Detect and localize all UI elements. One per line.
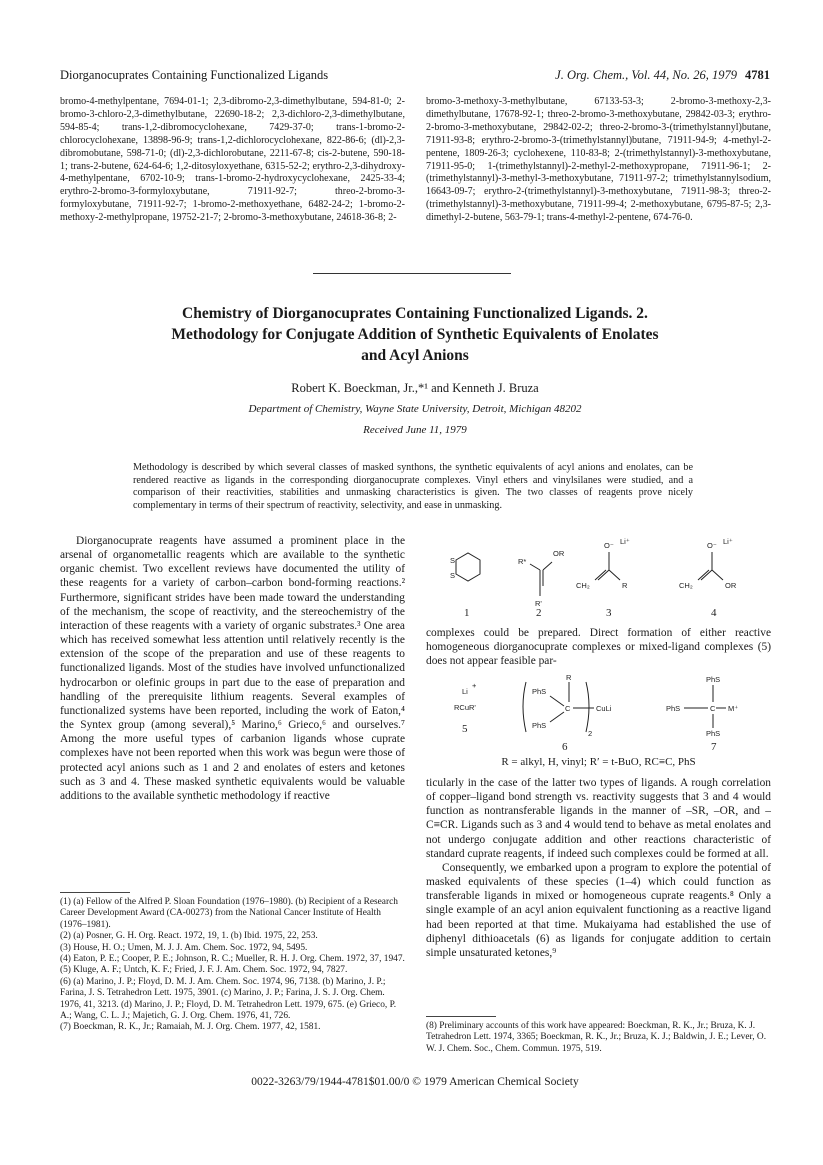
structure-5 [454,681,477,735]
right-body-text-2: ticularly in the case of the latter two types of ligands. A rough correlation of copper–ligand bond strength vs. reactivity suggests that 3 and 4 would function as nontransferable ligands in the manner of –SR, –OR, and –C≡CR. Ligands such as 3 and 4 would tend to behave as metal enolates and not undergo conjugate addition and other reactions characteristic of standard cuprate reagents, if indeed such complexes could be formed at all. Consequently, we embarked upon a program to explore the potential of masked equivalents of these species (1–4) which could function as transferable ligands in mixed or homogeneous cuprate reagents.⁸ Only a single example of an acyl anion equivalent functioning as a reactive ligand had been reported at that time. Mukaiyama had established the use of diphenyl dithioacetals (6) as ligands for conjugate addition to certain simple unsaturated ketones,⁹ [426,777,771,959]
label-7: 7 [711,741,717,752]
article-title: Chemistry of Diorganocuprates Containing Functionalized Ligands. 2. Methodology for Conjugate Addition of Synthetic Equivalents of Enolates and Acyl Anions [171,305,659,364]
svg-text:O⁻: O⁻ [604,541,614,550]
structures-1-4 [426,530,771,622]
affiliation: Department of Chemistry, Wayne State University, Detroit, Michigan 48202 [248,403,582,415]
top-left-registry-text: bromo-4-methylpentane, 7694-01-1; 2,3-dibromo-2,3-dimethylbutane, 594-81-0; 2-bromo-3-chloro-2,3-dimethylbutane, 22690-18-2; 2,3-dichloro-2,3-dimethylbutane, 594-85-4; trans-1,2-dibromocyclohexane, 7429-37-0; trans-1-bromo-2-chlorocyclohexane, 13898-96-9; trans-1,2-dichlorocyclohexane, 822-86-6; (dl)-2,3-dibromobutane, 598-71-0; (dl)-2,3-dichlorobutane, 2211-67-8; cis-2-butene, 590-18-1; trans-2-butene, 624-64-6; 1,2-ditosyloxyethane, 6315-52-2; erythro-2,3-dihydroxy-4-methylpentane, 6702-10-9; trans-1-bromo-2-hydroxycyclohexane, 2425-33-4; erythro-2-bromo-3-formyloxybutane, 71911-92-7; threo-2-bromo-3-formyloxybutane, 71911-92-7; 1-bromo-2-methoxyethane, 6482-24-2; 1-bromo-2-methoxy-2-methylpropane, 19752-21-7; 2-bromo-3-methoxybutane, 24618-36-8; 2- [60,96,405,224]
svg-text:R: R [622,581,628,590]
label-2: 2 [536,607,542,619]
structure-1 [450,553,480,581]
svg-text:RCuR': RCuR' [454,703,476,712]
svg-text:R*: R* [518,557,527,566]
label-4: 4 [711,607,717,619]
svg-text:PhS: PhS [706,729,721,738]
svg-text:Li⁺: Li⁺ [620,537,630,546]
svg-text:R: R [566,673,572,682]
structure-7 [666,675,738,752]
structure-6 [523,673,612,752]
svg-text:R': R' [535,599,542,608]
svg-text:PhS: PhS [666,704,681,713]
structure-4 [679,537,737,590]
svg-text:CH₂: CH₂ [576,581,590,590]
left-body-text: Diorganocuprate reagents have assumed a prominent place in the arsenal of organometallic reagents which are available to the synthetic organic chemist. Two excellent reviews have documented the utility of these reagents for a variety of carbon–carbon bond-forming reactions.² Furthermore, significant strides have been made toward the understanding of the mechanism, the scope of reactivity, and the stereochemistry of the interaction of these reagents with a variety of organic substrates.³ One area which has received somewhat less attention until relatively recently is the extension of the scope of the preparation and use of these reagents to functionalized ligands. Most of the studies have involved unfunctionalized hydrocarbon or olefinic groups in part due to the ease of preparation and handling of the prerequisite lithium reagents. Several examples of functionalized systems have been reported, including the work of Eaton,⁴ the Syntex group (among several),⁵ Marino,⁶ Grieco,⁶ and ourselves.⁷ Among the more useful types of carbanion ligands whose cuprate complexes have not been reported when this work was begun were those of protected acyl anions such as 1 and 2 and enolates of esters and ketones such as 3 and 4. These masked synthetic equivalents would be valuable additions to the available synthetic methodology if reactive [60,535,405,802]
copyright-footer: 0022-3263/79/1944-4781$01.00/0 © 1979 American Chemical Society [251,1076,579,1088]
svg-text:S: S [450,571,456,580]
label-1: 1 [464,607,470,619]
right-body-text-1: complexes could be prepared. Direct formation of either reactive homogeneous diorganocuprate complexes or mixed-ligand complexes (5) does not appear feasible par- [426,627,771,668]
svg-text:Li: Li [462,687,468,696]
top-right-registry-text: bromo-3-methoxy-3-methylbutane, 67133-53-3; 2-bromo-3-methoxy-2,3-dimethylbutane, 17678-92-1; threo-2-bromo-3-methoxybutane, 29842-03-3; erythro-2-bromo-3-methoxybutane, 29842-02-2; threo-2-bromo-3-(trimethylstannyl)butane, 71911-93-8; erythro-2-bromo-3-(trimethylstannyl)butane, 71911-94-9; 4-methyl-2-pentene, 1809-26-3; cyclohexene, 110-83-8; 2-(trimethylstannyl)-3-methoxybutane, 71911-95-0; 1-(trimethylstannyl)-2-methyl-2-methoxypropane, 71911-96-1; 2-(trimethylstannyl)-3-methyl-3-methoxybutane, 71911-97-2; trimethylstannylsodium, 16643-09-7; erythro-2-(trimethylstannyl)-3-methoxybutane, 71911-98-3; threo-2-(trimethylstannyl)-3-methoxybutane, 71911-99-4; 2-methoxybutane, 6795-87-5; 2,3-dimethyl-2-butene, 563-79-1; trans-4-methyl-2-pentene, 674-76-0. [426,96,771,224]
svg-text:CH₂: CH₂ [679,581,693,590]
svg-text:C: C [710,704,716,713]
svg-text:OR: OR [553,549,565,558]
structure-3 [576,537,630,590]
label-5: 5 [462,723,468,735]
svg-text:PhS: PhS [706,675,721,684]
running-header-journal [470,68,770,83]
r-definition: R = alkyl, H, vinyl; R′ = t-BuO, RC≡C, PhS [501,756,696,768]
page-number: 4781 [745,68,770,82]
svg-text:O⁻: O⁻ [707,541,717,550]
structures-5-7 [426,670,771,752]
structure-2 [518,549,565,608]
section-divider [313,273,511,274]
received-date: Received June 11, 1979 [363,424,467,436]
authors: Robert K. Boeckman, Jr.,*¹ and Kenneth J. Bruza [291,381,539,395]
svg-text:Li⁺: Li⁺ [723,537,733,546]
svg-text:M⁺: M⁺ [728,704,739,713]
left-footnotes: (1) (a) Fellow of the Alfred P. Sloan Foundation (1976–1980). (b) Recipient of a Research Career Development Award (CA-00273) from the National Cancer Institute of Health (1976–1981). (2) (a) Posner, G. H. Org. React. 1972, 19, 1. (b) Ibid. 1975, 22, 253. (3) House, H. O.; Umen, M. J. J. Am. Chem. Soc. 1972, 94, 5495. (4) Eaton, P. E.; Cooper, P. E.; Johnson, R. C.; Mueller, R. H. J. Org. Chem. 1972, 37, 1947. (5) Kluge, A. F.; Untch, K. F.; Fried, J. F. J. Am. Chem. Soc. 1972, 94, 7827. (6) (a) Marino, J. P.; Floyd, D. M. J. Am. Chem. Soc. 1974, 96, 7138. (b) Marino, J. P.; Farina, J. S. Tetrahedron Lett. 1975, 3901. (c) Marino, J. P.; Farina, J. S. J. Org. Chem. 1976, 41, 3213. (d) Marino, J. P.; Floyd, D. M. Tetrahedron Lett. 1979, 675. (e) Grieco, P. A.; Wang, C. L. J.; Majetich, G. J. Org. Chem. 1976, 41, 726. (7) Boeckman, R. K., Jr.; Ramaiah, M. J. Org. Chem. 1977, 42, 1581. [60,897,405,1033]
svg-text:OR: OR [725,581,737,590]
journal-citation: J. Org. Chem., Vol. 44, No. 26, 1979 [555,68,737,82]
svg-text:PhS: PhS [532,721,547,730]
abstract: Methodology is described by which several classes of masked synthons, the synthetic equivalents of acyl anions and enolates, can be rendered reactive as ligands in the corresponding diorganocuprate complexes. Vinyl ethers and vinylsilanes were studied, and a comparison of their reactivities, stabilities and unmasking characteristics is given. The two classes of reagents prove nicely complementary in terms of their spectrum of reactivity, selectivity, and ease in unmasking. [133,462,693,511]
svg-text:+: + [472,681,477,690]
svg-text:PhS: PhS [532,687,547,696]
right-footnote: (8) Preliminary accounts of this work have appeared: Boeckman, R. K., Jr.; Bruza, K. J. Tetrahedron Lett. 1974, 3365; Boeckman, R. K., Jr.; Bruza, K. J.; Baldwin, J. E.; Lever, O. W. J. Chem. Soc., Chem. Commun. 1975, 519. [426,1021,767,1054]
label-6: 6 [562,741,568,752]
svg-text:2: 2 [588,729,593,738]
footnote-rule-right [426,1016,496,1017]
svg-text:C: C [565,704,571,713]
svg-text:CuLi: CuLi [596,704,612,713]
running-header-title: Diorganocuprates Containing Functionalized Ligands [60,68,329,82]
svg-text:S: S [450,556,456,565]
footnote-rule [60,892,130,893]
label-3: 3 [606,607,612,619]
